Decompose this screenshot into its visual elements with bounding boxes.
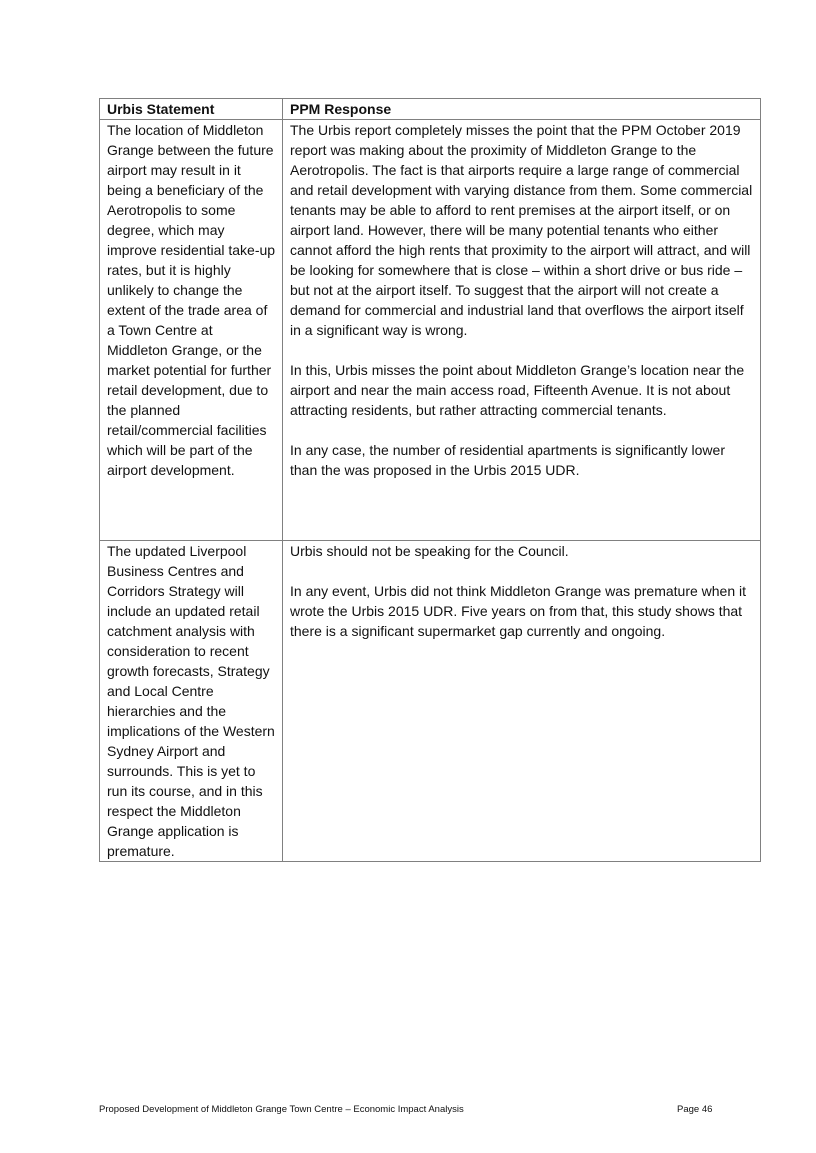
urbis-statement-cell: The updated Liverpool Business Centres and Corridors Strategy will include an updated retail catchment analysis with consideration to recent growth forecasts, Strategy and Local Centre hierarchies and the implications of the Western Sydney Airport and surrounds. This is yet to run its course, and in this respect the Middleton Grange application is premature. <box>100 541 283 862</box>
response-paragraph: The Urbis report completely misses the point that the PPM October 2019 report was making about the proximity of Middleton Grange to the Aerotropolis. The fact is that airports require a large range of commercial and retail development with varying distance from them. Some commercial tenants may be able to afford to rent premises at the airport itself, or on airport land. However, there will be many potential tenants who either cannot afford the high rents that proximity to the airport will attract, and will be looking for somewhere that is close – within a short drive or bus ride – but not at the airport itself. To suggest that the airport will not create a demand for commercial and industrial land that overflows the airport itself in a significant way is wrong. <box>290 122 753 338</box>
ppm-response-cell <box>283 120 761 541</box>
response-paragraph: Urbis should not be speaking for the Council. <box>290 543 569 559</box>
response-paragraph: In any case, the number of residential apartments is significantly lower than the was proposed in the Urbis 2015 UDR. <box>290 442 725 478</box>
ppm-response-cell <box>283 541 761 862</box>
footer-document-title: Proposed Development of Middleton Grange Town Centre – Economic Impact Analysis <box>99 1104 464 1115</box>
response-paragraph: In this, Urbis misses the point about Middleton Grange’s location near the airport and near the main access road, Fifteenth Avenue. It is not about attracting residents, but rather attracting commercial tenants. <box>290 362 745 418</box>
urbis-statement-cell: The location of Middleton Grange between the future airport may result in it being a beneficiary of the Aerotropolis to some degree, which may improve residential take-up rates, but it is highly unlikely to change the extent of the trade area of a Town Centre at Middleton Grange, or the market potential for further retail development, due to the planned retail/commercial facilities which will be part of the airport development. <box>100 120 283 541</box>
table-header-row <box>100 99 761 120</box>
table-row <box>100 120 761 541</box>
table-row <box>100 541 761 862</box>
column-header-ppm-response: PPM Response <box>283 99 761 120</box>
comparison-table <box>99 98 761 862</box>
column-header-urbis-statement: Urbis Statement <box>100 99 283 120</box>
footer-page-number: Page 46 <box>677 1104 713 1115</box>
response-paragraph: In any event, Urbis did not think Middleton Grange was premature when it wrote the Urbis 2015 UDR. Five years on from that, this study shows that there is a significant supermarket gap currently and ongoing. <box>290 583 747 639</box>
